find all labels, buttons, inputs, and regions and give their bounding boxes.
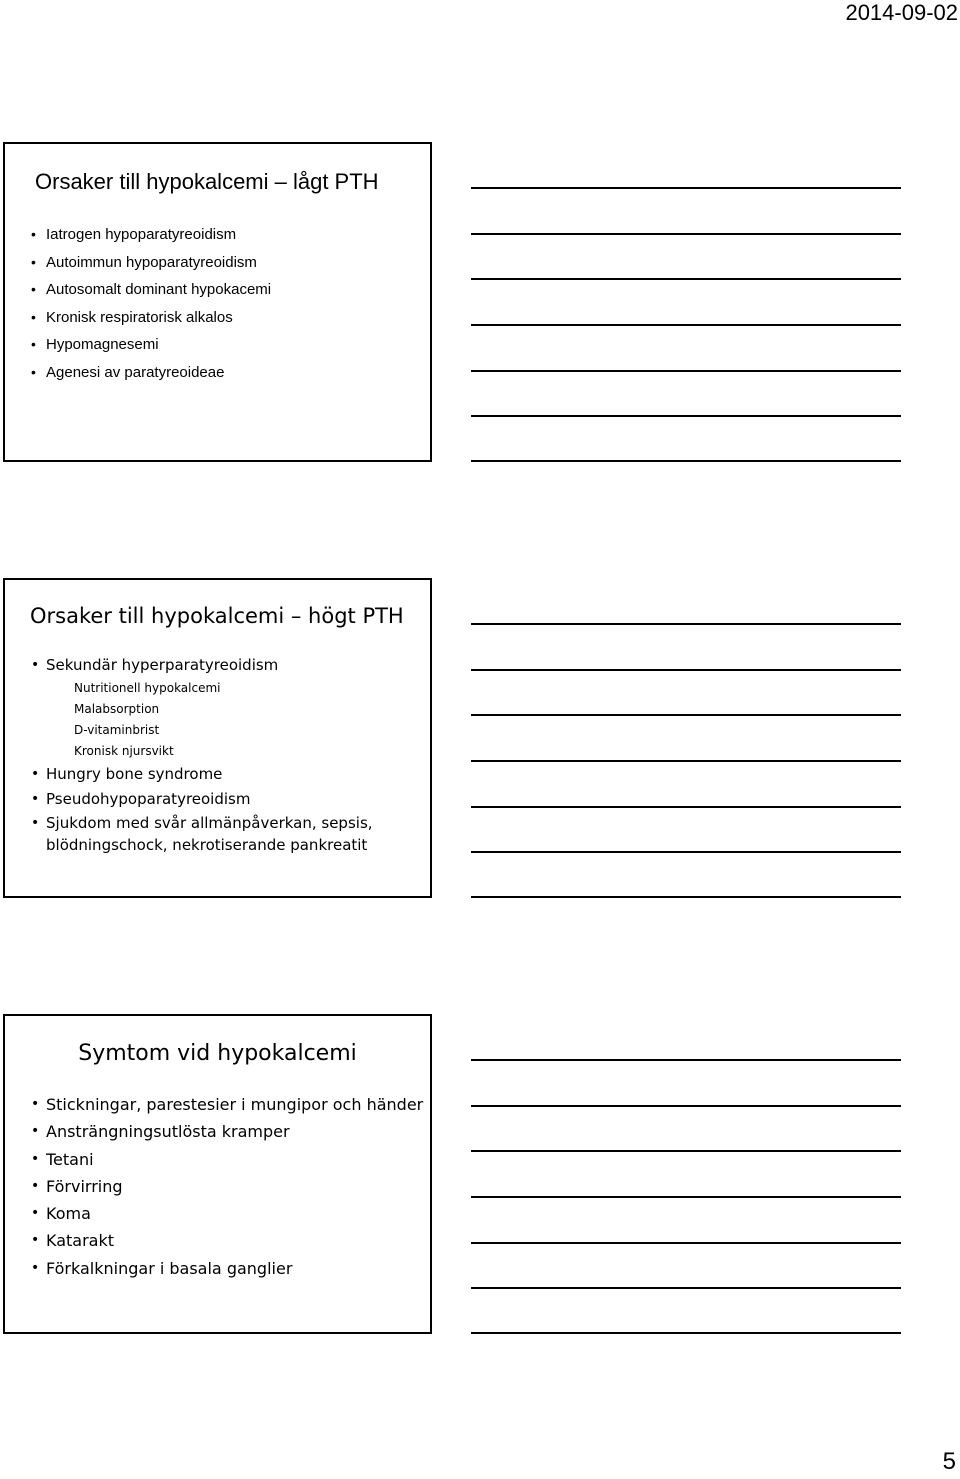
bullet-item: • Autosomalt dominant hypokacemi [31,276,424,304]
note-line [471,1150,901,1152]
bullet-list [31,221,424,386]
note-line [471,669,901,671]
note-line [471,1105,901,1107]
bullet-item: • Pseudohypoparatyreoidism [31,787,424,812]
sub-bullet-item: Kronisk njursvikt [74,744,174,758]
bullet-item: • Förkalkningar i basala ganglier [31,1255,424,1282]
bullet-item: • Sekundär hyperparatyreoidism [31,653,424,678]
bullet-item: • Kronisk respiratorisk alkalos [31,304,424,332]
note-line [471,1196,901,1198]
slide-title: Orsaker till hypokalcemi – högt PTH [30,604,404,628]
bullet-item: • Tetani [31,1146,424,1173]
note-line [471,806,901,808]
bullet-item: • Stickningar, parestesier i mungipor och händer [31,1091,424,1118]
note-line [471,233,901,235]
slide-2-hogt-pth [3,578,432,898]
note-line [471,851,901,853]
bullet-item: • Förvirring [31,1173,424,1200]
bullet-item: • Katarakt [31,1227,424,1254]
note-line [471,415,901,417]
bullet-item: • Koma [31,1200,424,1227]
bullet-item: • Hungry bone syndrome [31,762,424,787]
note-line [471,370,901,372]
bullet-item: • Iatrogen hypoparatyreoidism [31,221,424,249]
note-line [471,460,901,462]
slide-title: Orsaker till hypokalcemi – lågt PTH [35,169,379,194]
bullet-item: • Sjukdom med svår allmänpåverkan, sepsis, blödningschock, nekrotiserande pankreatit [31,812,386,856]
note-line [471,623,901,625]
slide-title: Symtom vid hypokalcemi [78,1041,357,1066]
slide-1-lagt-pth [3,142,432,462]
bullet-list [31,653,424,856]
bullet-list [31,1091,424,1282]
note-line [471,1332,901,1334]
bullet-item: • Ansträngningsutlösta kramper [31,1118,424,1145]
note-line [471,278,901,280]
sub-bullet-item: D-vitaminbrist [74,723,160,737]
sub-bullet-item: Malabsorption [74,702,160,716]
bullet-item: • Autoimmun hypoparatyreoidism [31,249,424,277]
bullet-item: • Hypomagnesemi [31,331,424,359]
note-line [471,1059,901,1061]
note-line [471,1287,901,1289]
print-date: 2014-09-02 [845,0,958,25]
note-line [471,187,901,189]
slide-3-symtom [3,1014,432,1334]
note-line [471,760,901,762]
note-line [471,1242,901,1244]
bullet-item: • Agenesi av paratyreoideae [31,359,424,387]
note-line [471,714,901,716]
sub-bullet-item: Nutritionell hypokalcemi [74,681,221,695]
note-line [471,896,901,898]
note-line [471,324,901,326]
page-number: 5 [942,1448,956,1475]
